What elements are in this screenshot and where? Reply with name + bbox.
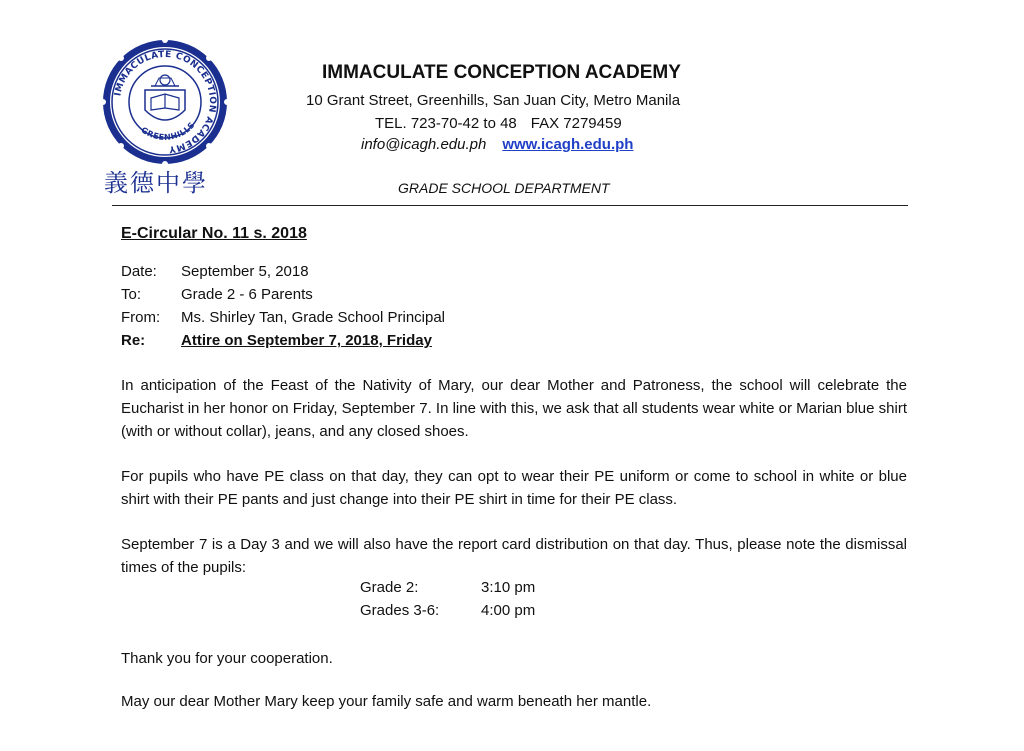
school-name: IMMACULATE CONCEPTION ACADEMY — [322, 62, 681, 83]
school-seal-logo — [101, 38, 229, 166]
chinese-school-name: 義德中學 — [104, 169, 208, 197]
svg-text:GREENHILLS: GREENHILLS — [139, 120, 197, 142]
telephone-line — [375, 115, 622, 132]
schedule-grade: Grades 3-6: — [360, 602, 440, 619]
website-link[interactable]: www.icagh.edu.ph — [502, 136, 634, 153]
meta-value: September 5, 2018 — [181, 263, 309, 280]
closing-line: May our dear Mother Mary keep your family safe and warm beneath her mantle. — [121, 693, 652, 710]
meta-from-row — [121, 309, 445, 326]
body-paragraph: In anticipation of the Feast of the Nativity of Mary, our dear Mother and Patroness, the school will celebrate the Eucharist in her honor on Friday, September 7. In line with this, we ask that all students wear white or Marian blue shirt (with or without collar), jeans, and any closed shoes. — [121, 377, 907, 440]
circular-title: E-Circular No. 11 s. 2018 — [121, 225, 307, 242]
email-address: info@icagh.edu.ph — [361, 136, 487, 153]
meta-re-row — [121, 332, 432, 349]
meta-label: From: — [121, 309, 161, 326]
schedule-time: 4:00 pm — [481, 602, 536, 619]
telephone-number: TEL. 723-70-42 to 48 — [375, 115, 517, 132]
meta-label: To: — [121, 286, 142, 303]
schedule-grade: Grade 2: — [360, 579, 419, 596]
department-name: GRADE SCHOOL DEPARTMENT — [398, 180, 610, 196]
school-address: 10 Grant Street, Greenhills, San Juan City, Metro Manila — [306, 92, 681, 109]
meta-to-row — [121, 286, 313, 303]
fax-number: FAX 7279459 — [530, 115, 622, 132]
meta-label: Date: — [121, 263, 157, 280]
schedule-row — [360, 579, 535, 596]
header-divider — [112, 205, 908, 206]
body-paragraph: For pupils who have PE class on that day, they can opt to wear their PE uniform or come to school in white or blue shirt with their PE pants and just change into their PE shirt in time for their PE class. — [121, 468, 907, 508]
thank-you-line: Thank you for your cooperation. — [121, 650, 333, 667]
meta-value: Attire on September 7, 2018, Friday — [181, 332, 432, 349]
meta-label: Re: — [121, 332, 146, 349]
svg-text:IMMACULATE CONCEPTION ACADEMY: IMMACULATE CONCEPTION ACADEMY — [113, 49, 218, 154]
meta-value: Ms. Shirley Tan, Grade School Principal — [181, 309, 446, 326]
schedule-time: 3:10 pm — [481, 579, 536, 596]
meta-value: Grade 2 - 6 Parents — [181, 286, 313, 303]
body-paragraph: September 7 is a Day 3 and we will also have the report card distribution on that day. Thus, please note the dismissal times of the pupils: — [121, 536, 907, 576]
contact-line — [361, 136, 633, 153]
schedule-row — [360, 602, 535, 619]
meta-date-row — [121, 263, 309, 280]
